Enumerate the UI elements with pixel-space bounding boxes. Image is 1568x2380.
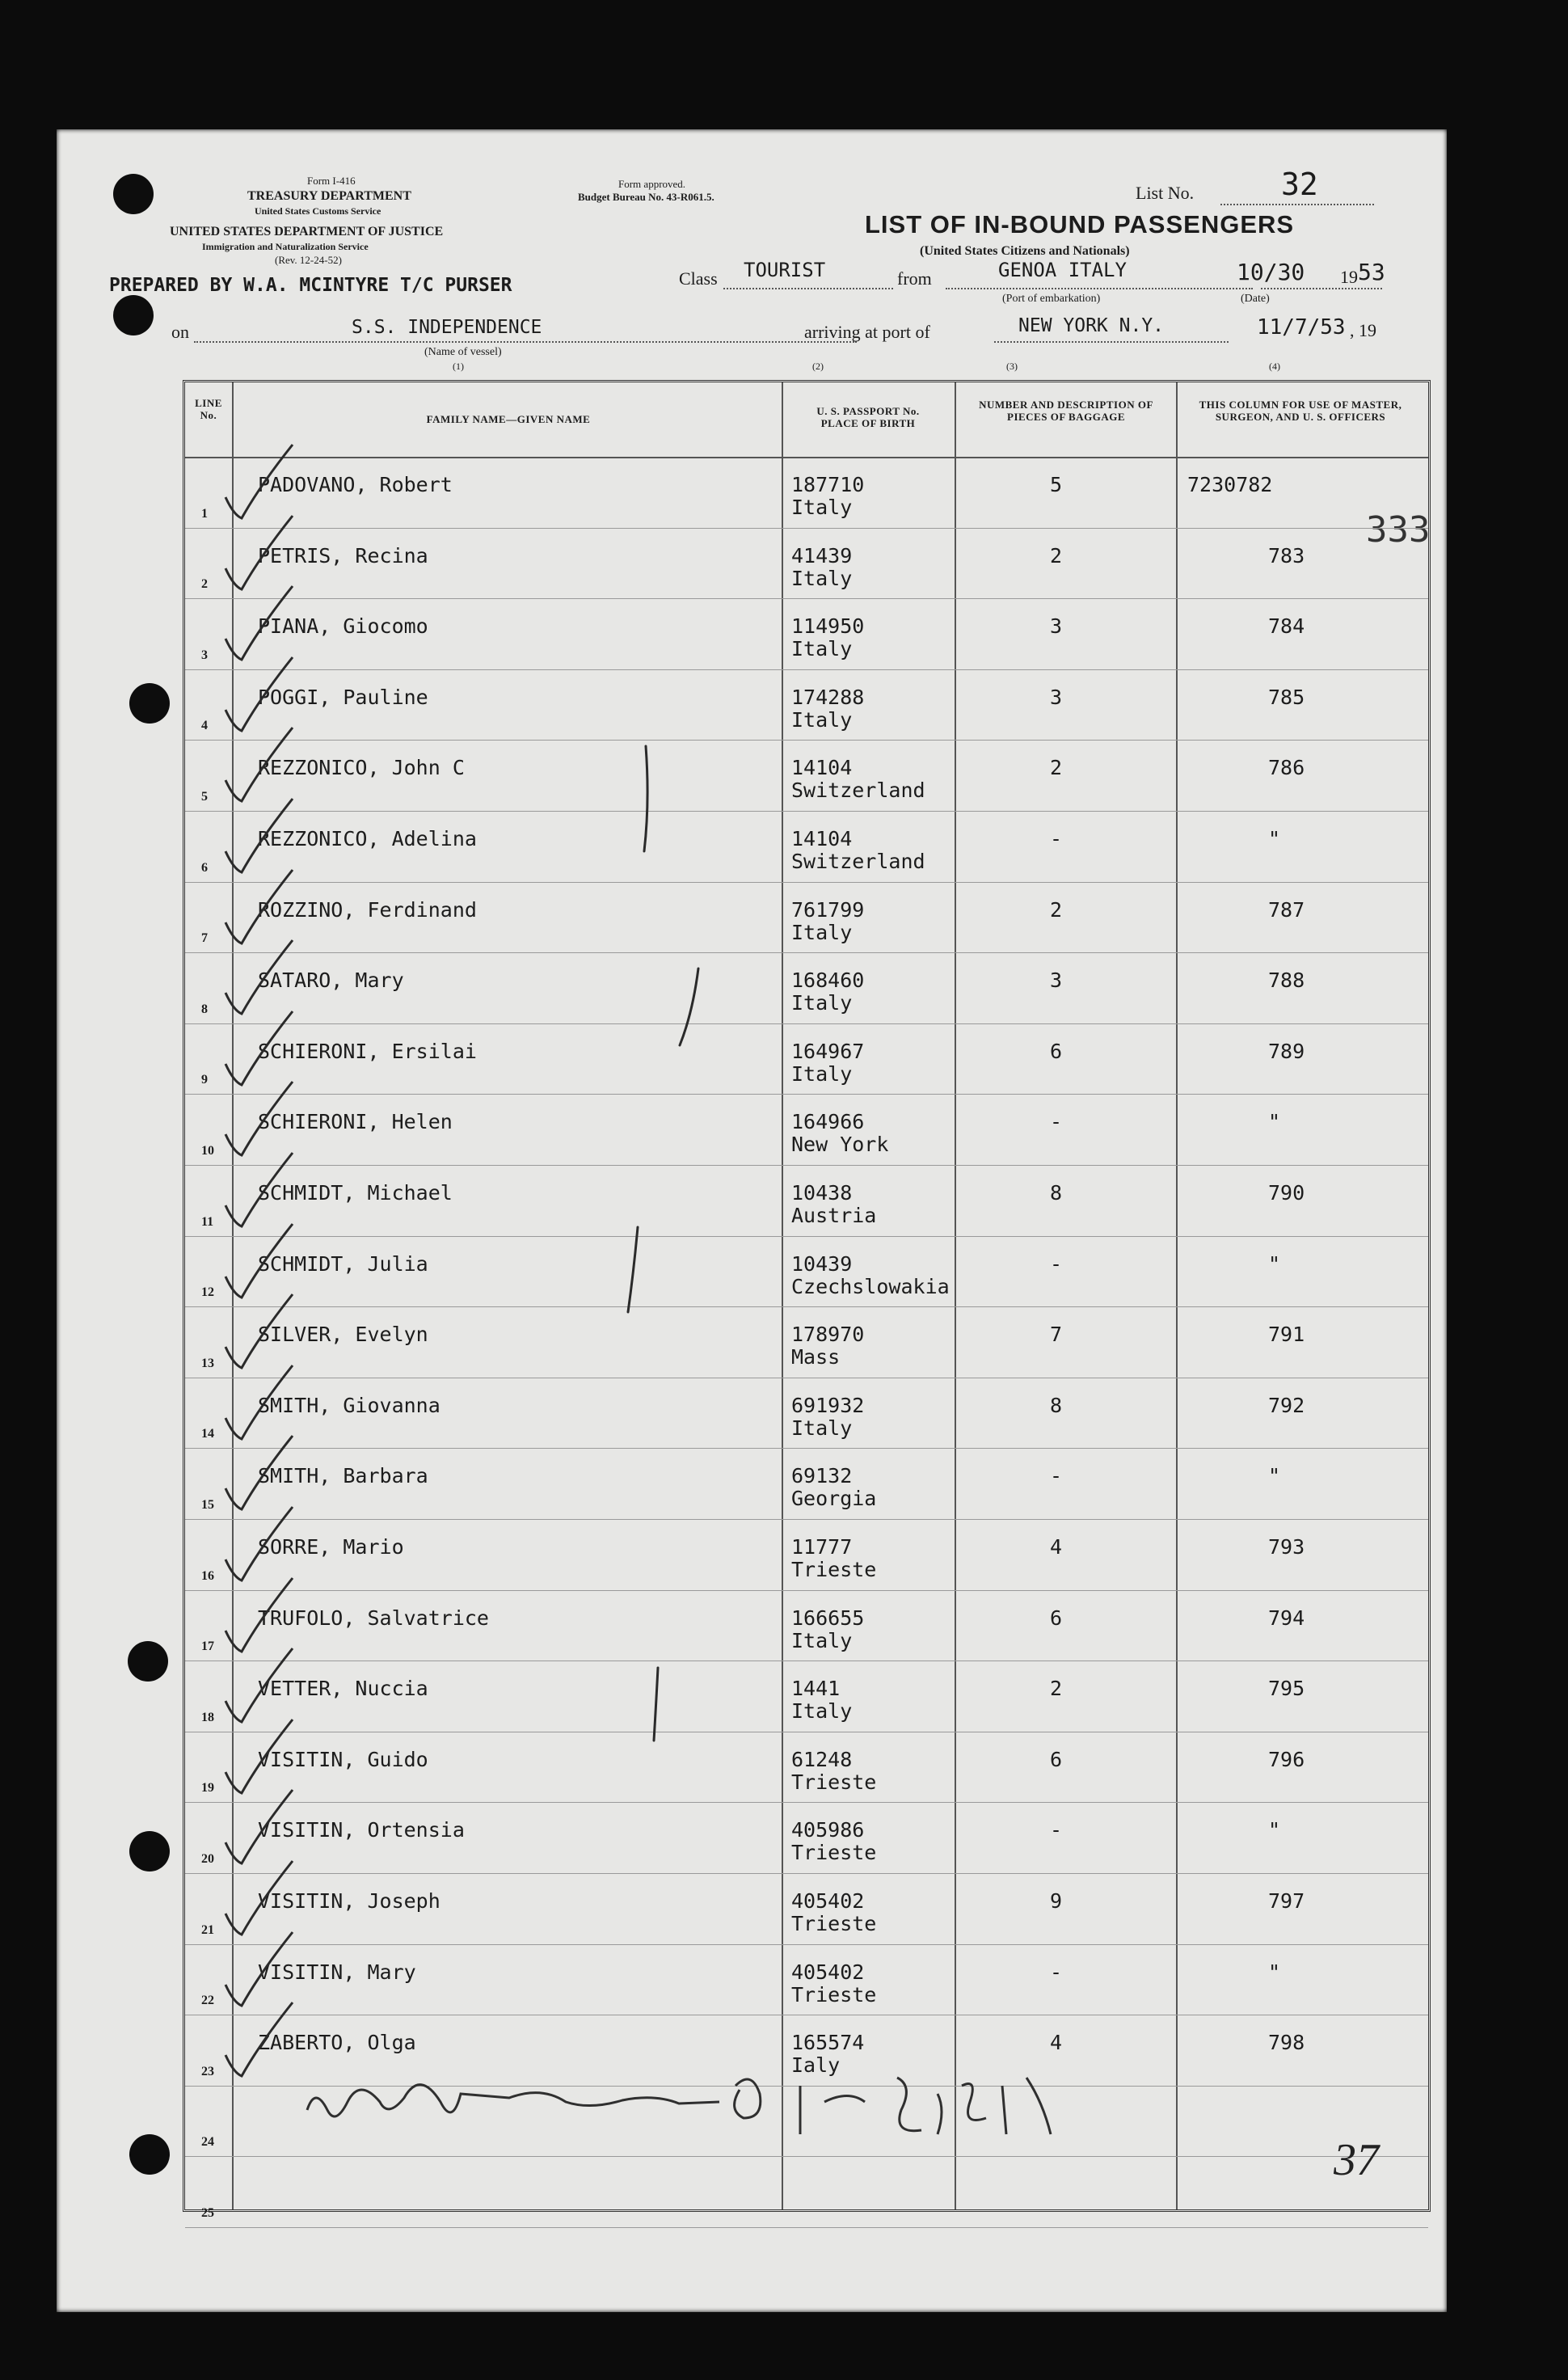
passport-number: 761799	[791, 897, 865, 922]
baggage-count: 3	[1050, 685, 1063, 709]
line-number: 15	[201, 1497, 214, 1512]
line-number: 16	[201, 1568, 214, 1583]
margin-note: 333	[1366, 509, 1431, 551]
line-number: 9	[201, 1073, 208, 1087]
baggage-count: 8	[1050, 1393, 1063, 1417]
passport-number: 164966	[791, 1110, 865, 1134]
list-no-label: List No.	[1136, 183, 1195, 203]
passport-number: 1441	[791, 1677, 841, 1701]
line-number: 23	[201, 2064, 214, 2078]
place-of-birth: Switzerland	[791, 779, 925, 803]
baggage-count: 8	[1050, 1181, 1063, 1205]
passenger-name: VISITIN, Mary	[258, 1960, 416, 1984]
place-of-birth: Mass	[791, 1345, 841, 1369]
manifest-sheet	[57, 129, 1447, 2312]
passenger-name: SATARO, Mary	[258, 968, 404, 993]
officer-number: "	[1268, 1960, 1281, 1984]
port-caption: (Port of embarkation)	[1002, 293, 1101, 305]
passport-number: 168460	[791, 968, 865, 993]
passport-number: 69132	[791, 1464, 853, 1488]
officer-number: 784	[1268, 614, 1305, 639]
passport-number: 405402	[791, 1889, 865, 1913]
passport-number: 405986	[791, 1818, 865, 1842]
budget-bureau: Budget Bureau No. 43-R061.5.	[578, 191, 714, 203]
baggage-count: 6	[1050, 1039, 1063, 1063]
place-of-birth: Georgia	[791, 1487, 877, 1511]
officer-number: 7230782	[1187, 473, 1273, 496]
form-number: Form I-416	[307, 175, 356, 187]
baggage-count: 4	[1050, 2031, 1063, 2055]
year-prefix: 19	[1340, 267, 1358, 287]
on-label: on	[171, 322, 189, 342]
officer-number: 793	[1268, 1535, 1305, 1559]
baggage-count: 2	[1050, 756, 1063, 780]
ins-service: Immigration and Naturalization Service	[202, 241, 369, 252]
vessel-name: S.S. INDEPENDENCE	[352, 317, 542, 338]
officer-number: 786	[1268, 756, 1305, 780]
passport-number: 165574	[791, 2031, 865, 2055]
passport-number: 178970	[791, 1323, 865, 1347]
departure-date: 10/30	[1237, 259, 1305, 285]
place-of-birth: Italy	[791, 1416, 853, 1440]
justice-dept: UNITED STATES DEPARTMENT OF JUSTICE	[170, 225, 444, 238]
col-header-line: LINE No.	[195, 397, 222, 421]
line-number: 3	[201, 648, 208, 662]
baggage-count: 3	[1050, 968, 1063, 993]
place-of-birth: Italy	[791, 707, 853, 732]
place-of-birth: Italy	[791, 1628, 853, 1652]
line-number: 5	[201, 789, 208, 804]
passport-number: 10438	[791, 1181, 853, 1205]
line-number: 10	[201, 1143, 214, 1158]
officer-number: "	[1268, 1464, 1281, 1488]
baggage-count: 6	[1050, 1747, 1063, 1771]
place-of-birth: Switzerland	[791, 850, 925, 873]
line-number: 6	[201, 860, 208, 875]
place-of-birth: Trieste	[791, 1558, 877, 1581]
punch-hole	[113, 174, 154, 214]
line-number: 8	[201, 1002, 208, 1016]
officer-number: 797	[1268, 1889, 1305, 1913]
baggage-count: 2	[1050, 543, 1063, 568]
passport-number: 187710	[791, 473, 865, 496]
line-number: 20	[201, 1851, 214, 1866]
line-number: 12	[201, 1285, 214, 1300]
line-number: 4	[201, 719, 208, 733]
line-number: 7	[201, 931, 208, 946]
passport-number: 14104	[791, 827, 853, 850]
page-corner-number: 37	[1334, 2135, 1379, 2185]
passport-number: 11777	[791, 1535, 853, 1559]
arrival-date: 11/7/53	[1257, 315, 1346, 340]
officer-number: 791	[1268, 1323, 1305, 1347]
caption-3: (3)	[1006, 361, 1018, 372]
baggage-count: -	[1050, 1464, 1063, 1488]
baggage-count: 2	[1050, 897, 1063, 922]
place-of-birth: Ialy	[791, 2053, 841, 2078]
passenger-name: SMITH, Barbara	[258, 1464, 428, 1488]
arrival-port: NEW YORK N.Y.	[1018, 315, 1165, 336]
line-number: 19	[201, 1781, 214, 1796]
line-number: 21	[201, 1922, 214, 1937]
baggage-count: -	[1050, 1818, 1063, 1842]
line-number: 17	[201, 1639, 214, 1654]
passenger-name: ROZZINO, Ferdinand	[258, 897, 477, 922]
place-of-birth: Trieste	[791, 1912, 877, 1935]
baggage-count: -	[1050, 1960, 1063, 1984]
caption-1: (1)	[453, 361, 464, 372]
officer-number: 785	[1268, 685, 1305, 709]
passenger-name: SORRE, Mario	[258, 1535, 404, 1559]
passport-number: 41439	[791, 543, 853, 568]
revision: (Rev. 12-24-52)	[275, 254, 342, 266]
punch-hole	[129, 1831, 170, 1872]
place-of-birth: Italy	[791, 991, 853, 1015]
year-value: 53	[1358, 259, 1385, 285]
baggage-count: -	[1050, 827, 1063, 850]
col-header-baggage: NUMBER AND DESCRIPTION OF PIECES OF BAGGAGE	[979, 399, 1153, 423]
list-number: 32	[1281, 167, 1318, 202]
line-number: 11	[201, 1214, 214, 1229]
punch-hole	[129, 683, 170, 724]
officer-number: 790	[1268, 1181, 1305, 1205]
place-of-birth: Italy	[791, 496, 853, 519]
passenger-name: SCHMIDT, Julia	[258, 1251, 428, 1276]
officer-number: "	[1268, 1110, 1281, 1134]
passenger-name: VISITIN, Joseph	[258, 1889, 440, 1913]
place-of-birth: Italy	[791, 1699, 853, 1724]
baggage-count: 6	[1050, 1606, 1063, 1630]
place-of-birth: Austria	[791, 1204, 877, 1227]
passenger-name: SCHMIDT, Michael	[258, 1181, 453, 1205]
punch-hole	[128, 1641, 168, 1682]
place-of-birth: Czechslowakia	[791, 1274, 950, 1298]
passenger-name: REZZONICO, Adelina	[258, 827, 477, 850]
line-number: 1	[201, 506, 208, 521]
place-of-birth: Italy	[791, 637, 853, 661]
form-approved: Form approved.	[618, 178, 686, 190]
officer-number: 798	[1268, 2031, 1305, 2055]
officer-number: "	[1268, 1818, 1281, 1842]
place-of-birth: New York	[791, 1133, 889, 1157]
line-number: 25	[201, 2205, 214, 2220]
passenger-name: REZZONICO, John C	[258, 756, 465, 780]
officer-number: 792	[1268, 1393, 1305, 1417]
place-of-birth: Trieste	[791, 1770, 877, 1794]
col-header-passport: U. S. PASSPORT No. PLACE OF BIRTH	[816, 405, 920, 429]
date-caption: (Date)	[1241, 293, 1270, 305]
class-label: Class	[679, 268, 718, 289]
passenger-name: VISITIN, Ortensia	[258, 1818, 465, 1842]
officer-signature	[299, 2053, 1188, 2158]
passenger-name: SCHIERONI, Ersilai	[258, 1039, 477, 1063]
place-of-birth: Italy	[791, 920, 853, 944]
class-value: TOURIST	[744, 259, 826, 281]
officer-number: 789	[1268, 1039, 1305, 1063]
passenger-name: SMITH, Giovanna	[258, 1393, 440, 1417]
passenger-name: POGGI, Pauline	[258, 685, 428, 709]
baggage-count: 5	[1050, 473, 1063, 496]
officer-number: 795	[1268, 1677, 1305, 1701]
passenger-table	[183, 380, 1431, 2220]
handwritten-marks	[185, 382, 1431, 2209]
passenger-name: ZABERTO, Olga	[258, 2031, 416, 2055]
baggage-count: 2	[1050, 1677, 1063, 1701]
caption-2: (2)	[812, 361, 824, 372]
line-number: 24	[201, 2135, 214, 2150]
arrival-suffix: , 19	[1350, 320, 1376, 340]
punch-hole	[113, 295, 154, 335]
officer-number: "	[1268, 827, 1281, 850]
col-header-officers: THIS COLUMN FOR USE OF MASTER, SURGEON, AND U. S. OFFICERS	[1199, 399, 1402, 423]
officer-number: 788	[1268, 968, 1305, 993]
passport-number: 174288	[791, 685, 865, 709]
passenger-name: VISITIN, Guido	[258, 1747, 428, 1771]
punch-hole	[129, 2134, 170, 2175]
place-of-birth: Italy	[791, 566, 853, 590]
signature-text	[65, 2053, 73, 2054]
col-header-name: FAMILY NAME—GIVEN NAME	[426, 413, 591, 425]
line-number: 14	[201, 1427, 214, 1441]
passport-number: 166655	[791, 1606, 865, 1630]
caption-4: (4)	[1269, 361, 1280, 372]
baggage-count: 9	[1050, 1889, 1063, 1913]
line-number: 2	[201, 577, 208, 592]
place-of-birth: Italy	[791, 1061, 853, 1086]
officer-number: 783	[1268, 543, 1305, 568]
baggage-count: 7	[1050, 1323, 1063, 1347]
place-of-birth: Trieste	[791, 1841, 877, 1865]
page-subtitle: (United States Citizens and Nationals)	[920, 244, 1130, 258]
from-value: GENOA ITALY	[998, 259, 1127, 281]
customs-service: United States Customs Service	[255, 205, 381, 217]
place-of-birth: Trieste	[791, 1982, 877, 2007]
prepared-by: PREPARED BY W.A. MCINTYRE T/C PURSER	[109, 275, 512, 296]
treasury-dept: TREASURY DEPARTMENT	[247, 189, 411, 203]
passport-number: 691932	[791, 1393, 865, 1417]
baggage-count: -	[1050, 1251, 1063, 1276]
passport-number: 61248	[791, 1747, 853, 1771]
passenger-name: TRUFOLO, Salvatrice	[258, 1606, 489, 1630]
officer-number: 794	[1268, 1606, 1305, 1630]
baggage-count: -	[1050, 1110, 1063, 1134]
line-number: 18	[201, 1710, 214, 1724]
arriving-label: arriving at port of	[804, 322, 930, 342]
passenger-name: PETRIS, Recina	[258, 543, 428, 568]
passenger-name: PIANA, Giocomo	[258, 614, 428, 639]
passenger-name: PADOVANO, Robert	[258, 473, 453, 496]
passport-number: 14104	[791, 756, 853, 780]
passport-number: 405402	[791, 1960, 865, 1984]
passenger-name: SILVER, Evelyn	[258, 1323, 428, 1347]
from-label: from	[897, 268, 932, 289]
passport-number: 164967	[791, 1039, 865, 1063]
passenger-name: SCHIERONI, Helen	[258, 1110, 453, 1134]
vessel-caption: (Name of vessel)	[424, 346, 502, 358]
officer-number: 787	[1268, 897, 1305, 922]
passport-number: 114950	[791, 614, 865, 639]
baggage-count: 3	[1050, 614, 1063, 639]
line-number: 13	[201, 1356, 214, 1370]
line-number: 22	[201, 1994, 214, 2008]
officer-number: 796	[1268, 1747, 1305, 1771]
page-title: LIST OF IN-BOUND PASSENGERS	[865, 210, 1295, 238]
passenger-name: VETTER, Nuccia	[258, 1677, 428, 1701]
passport-number: 10439	[791, 1251, 853, 1276]
officer-number: "	[1268, 1251, 1281, 1276]
baggage-count: 4	[1050, 1535, 1063, 1559]
